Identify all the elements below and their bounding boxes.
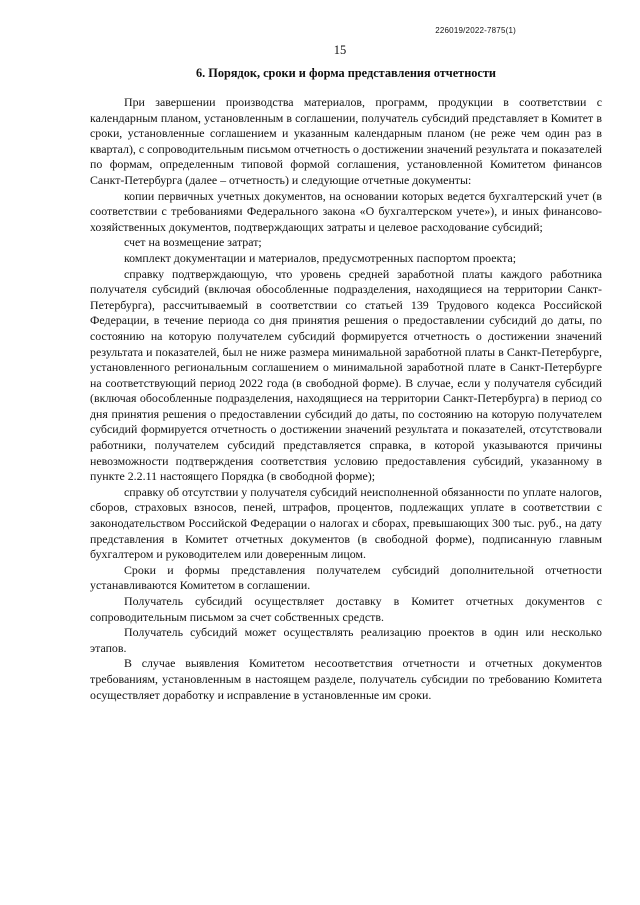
paragraph-project-docs: комплект документации и материалов, предусмотренных паспортом проекта;	[124, 250, 517, 265]
paragraph-additional-reporting: Сроки и формы представления получателем субсидий дополнительной отчетности устанавливаются Комитетом в соглашении.	[90, 562, 602, 593]
paragraph-accounting-docs: копии первичных учетных документов, на основании которых ведется бухгалтерский учет (в соответствии с требованиями Федерального закона «О бухгалтерском учете»), и иных финансово-хозяйственных документов, подтверждающих затраты и целевое расходование субсидий;	[90, 188, 602, 234]
paragraph-stages: Получатель субсидий может осуществлять реализацию проектов в один или несколько этапов.	[90, 625, 602, 655]
paragraph-tax-certificate: справку об отсутствии у получателя субсидий неисполненной обязанности по уплате налогов, сборов, страховых взносов, пеней, штрафов, процентов, подлежащих уплате в соответствии с законодательством Российской Федерации о налогах и сборах, превышающих 300 тыс. руб., на дату представления в Комитет отчетных документов (в свободной форме), подписанную главным бухгалтером и руководителем или доверенным лицом.	[90, 484, 603, 562]
paragraph-delivery: Получатель субсидий осуществляет доставку в Комитет отчетных документов с сопроводительным письмом за счет собственных средств.	[90, 594, 602, 624]
paragraph-revision: В случае выявления Комитетом несоответствия отчетности и отчетных документов требованиям, установленным в настоящем разделе, получатель субсидии по требованию Комитета осуществляет доработку и исправление в установленные им сроки.	[90, 656, 602, 702]
document-registration-number: 226019/2022-7875(1)	[435, 26, 516, 35]
paragraph-invoice: счет на возмещение затрат;	[124, 235, 262, 250]
document-body	[90, 95, 602, 703]
paragraph-salary-certificate: справку подтверждающую, что уровень средней заработной платы каждого работника получателя субсидий (включая обособленные подразделения, находящиеся на территории Санкт-Петербурга), рассчитываемый в соответствии со статьей 139 Трудового кодекса Российской Федерации, в течение периода со дня принятия решения о предоставлении субсидий до даты, по состоянию на которую получателем субсидий формируется отчетность о достижении значений результата и показателей, был не ниже размера минимальной заработной платы в Санкт-Петербурге, установленного региональным соглашением о минимальной заработной плате в Санкт-Петербурге на соответствующий период 2022 года (в свободной форме). В случае, если у получателя субсидий (включая обособленные подразделения, находящиеся на территории Санкт-Петербурга) в период со дня принятия решения о предоставлении субсидий до даты, по состоянию на которую получателем субсидий формируется отчетность о достижении значений результата и показателей, отсутствовали работники, получателем субсидий представляется справка, в которой указываются причины невозможности подтверждения соответствия условию предоставления субсидий, указанному в пункте 2.2.11 настоящего Порядка (в свободной форме);	[90, 266, 602, 484]
page-number: 15	[333, 43, 347, 57]
section-title: 6. Порядок, сроки и форма представления отчетности	[195, 66, 497, 80]
paragraph-intro: При завершении производства материалов, программ, продукции в соответствии с календарным планом, установленным в соглашении, получатель субсидий представляет в Комитет в сроки, установленные соглашением и указанным календарным планом (не реже чем один раз в квартал), с сопроводительным письмом отчетность о достижении значений результата и показателей по формам, определенным типовой формой соглашения, установленной Комитетом финансов Санкт-Петербурга (далее – отчетность) и следующие отчетные документы:	[90, 95, 602, 187]
